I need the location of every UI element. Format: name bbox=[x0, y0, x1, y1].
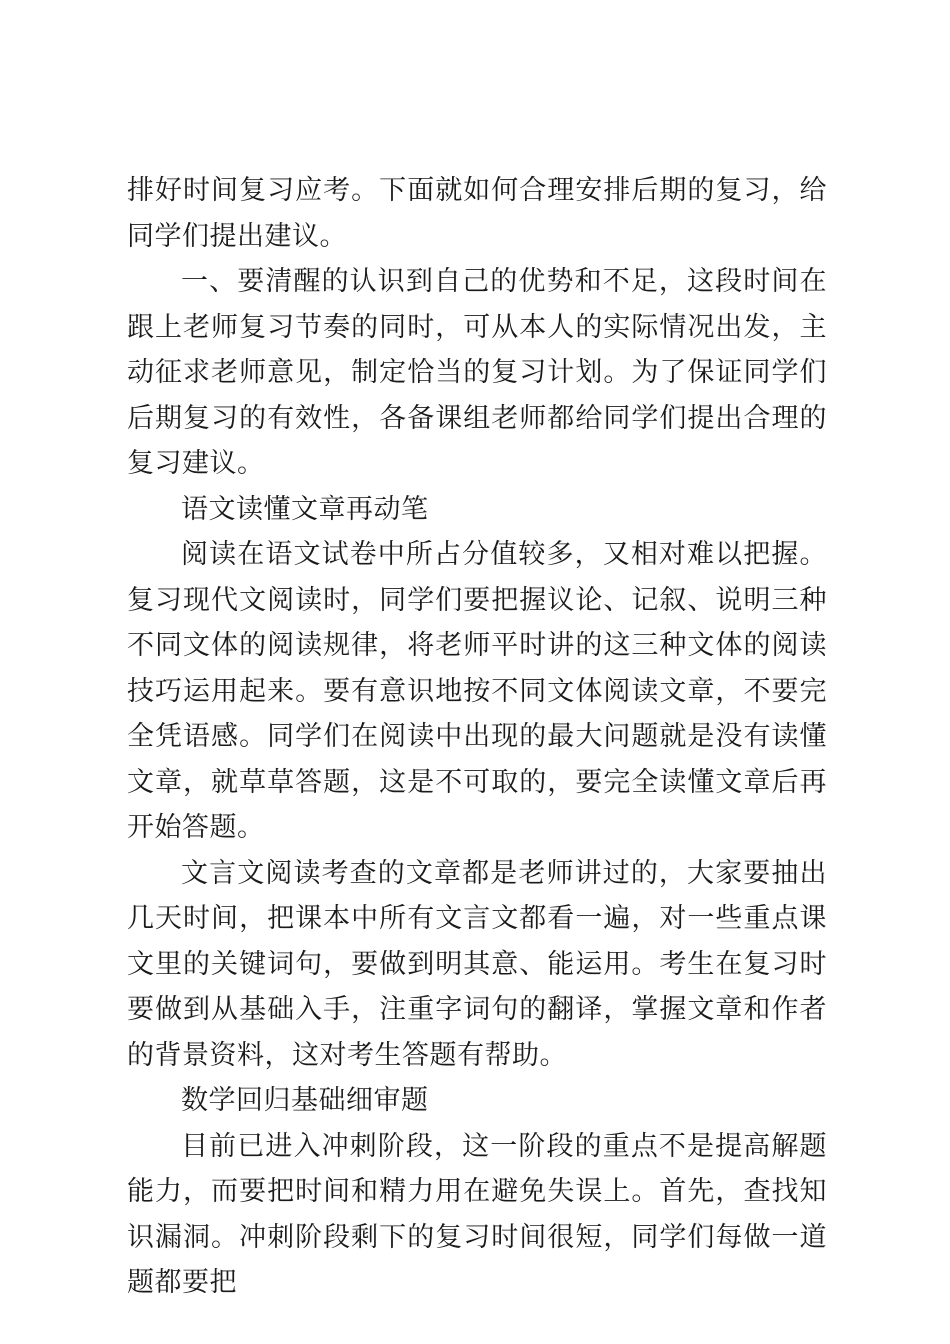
paragraph-math-sprint: 目前已进入冲刺阶段，这一阶段的重点不是提高解题能力，而要把时间和精力用在避免失误上。首先，查找知识漏洞。冲刺阶段剩下的复习时间很短，同学们每做一道题都要把 bbox=[127, 1130, 827, 1298]
document-body bbox=[127, 168, 827, 1306]
section-heading-math: 数学回归基础细审题 bbox=[181, 1085, 429, 1116]
paragraph-classical-chinese: 文言文阅读考查的文章都是老师讲过的，大家要抽出几天时间，把课本中所有文言文都看一遍，对一些重点课文里的关键词句，要做到明其意、能运用。考生在复习时要做到从基础入手，注重字词句的翻译，掌握文章和作者的背景资料，这对考生答题有帮助。 bbox=[127, 857, 827, 1071]
section-heading-chinese: 语文读懂文章再动笔 bbox=[181, 493, 429, 525]
paragraph-reading: 阅读在语文试卷中所占分值较多，又相对难以把握。复习现代文阅读时，同学们要把握议论、记叙、说明三种不同文体的阅读规律，将老师平时讲的这三种文体的阅读技巧运用起来。要有意识地按不同文体阅读文章，不要完全凭语感。同学们在阅读中出现的最大问题就是没有读懂文章，就草草答题，这是不可取的，要完全读懂文章后再开始答题。 bbox=[127, 539, 827, 843]
paragraph-continuation: 排好时间复习应考。下面就如何合理安排后期的复习，给同学们提出建议。 bbox=[127, 175, 827, 252]
paragraph-review-advice: 一、要清醒的认识到自己的优势和不足，这段时间在跟上老师复习节奏的同时，可从本人的实际情况出发，主动征求老师意见，制定恰当的复习计划。为了保证同学们后期复习的有效性，各备课组老师都给同学们提出合理的复习建议。 bbox=[127, 266, 827, 479]
